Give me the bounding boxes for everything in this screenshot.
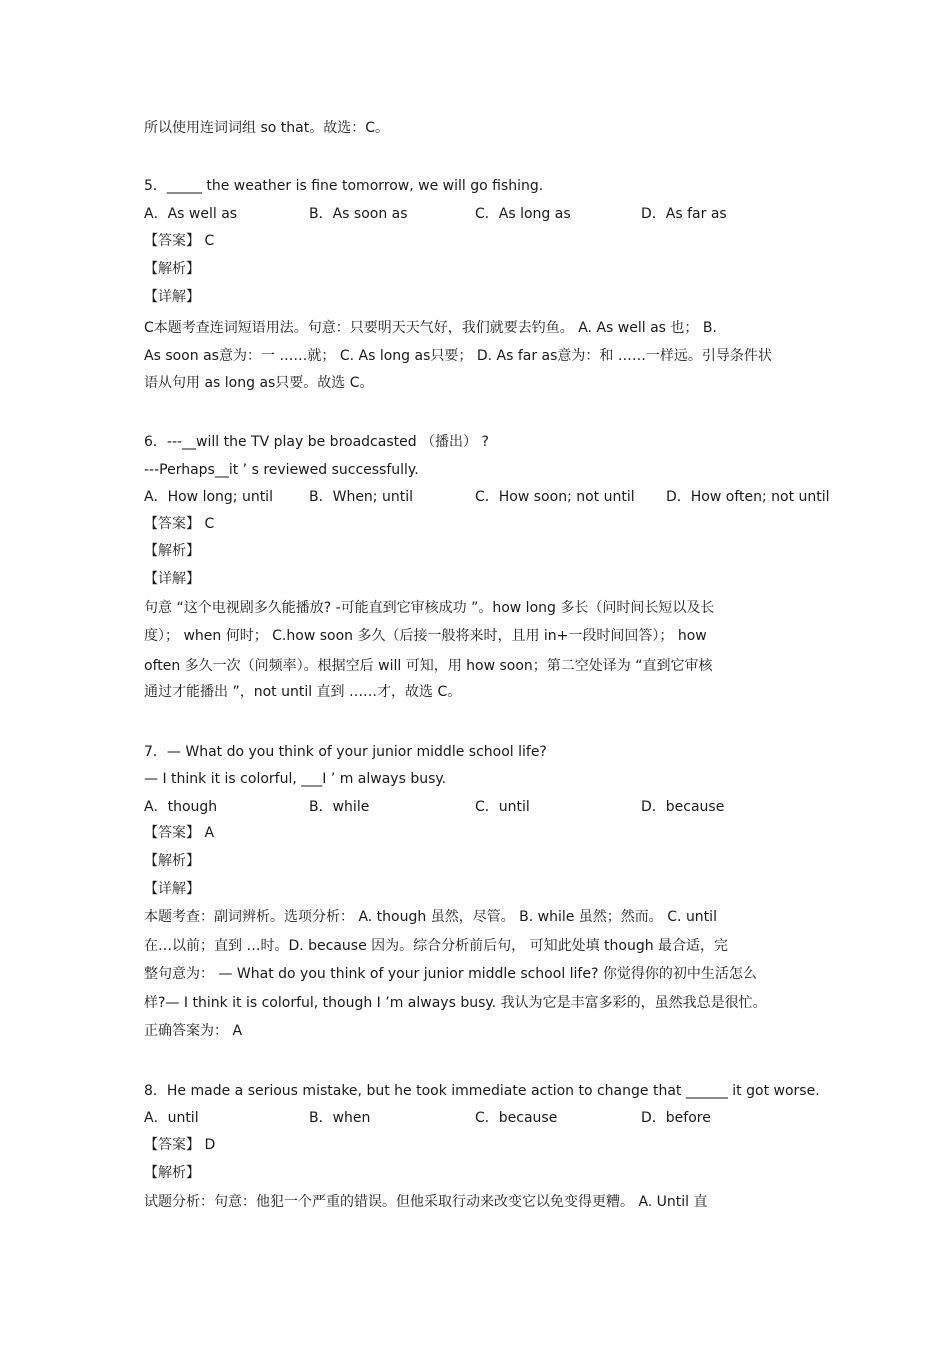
q7-detail-line: 在…以前；直到 …时。D. because 因为。综合分析前后句， 可知此处填 though 最合适，完	[144, 938, 729, 954]
q6-detail-line: 通过才能播出 ”，not until 直到 ……才，故选 C。	[144, 684, 462, 700]
q6-question: 6．---__will the TV play be broadcasted （播出） ?	[144, 434, 489, 450]
q8-answer: 【答案】 D	[144, 1137, 216, 1153]
q6-option-c: C．How soon; not until	[475, 489, 635, 505]
q6-analysis-label: 【解析】	[144, 543, 200, 559]
q7-detail-line: 样?— I think it is colorful, though I ’m always busy. 我认为它是丰富多彩的，虽然我总是很忙。	[144, 995, 767, 1011]
q8-option-a: A．until	[144, 1110, 199, 1126]
q6-detail-line: 句意 “这个电视剧多久能播放? -可能直到它审核成功 ”。how long 多长（问时间长短以及长	[144, 600, 715, 616]
q8-option-d: D．before	[641, 1110, 711, 1126]
q6-detail-line: often 多久一次（问频率）。根据空后 will 可知，用 how soon；第二空处译为 “直到它审核	[144, 658, 713, 674]
q7-option-a: A．though	[144, 799, 218, 815]
q5-analysis-label: 【解析】	[144, 261, 200, 277]
q8-options	[144, 1108, 824, 1128]
q6-question-line2: ---Perhaps__it ’ s reviewed successfully.	[144, 462, 419, 478]
q7-option-d: D．because	[641, 799, 725, 815]
q5-option-c: C．As long as	[475, 206, 571, 222]
q5-detail-line: 语从句用 as long as只要。故选 C。	[144, 375, 374, 391]
intro-text: 所以使用连词词组 so that。故选：C。	[144, 120, 389, 136]
q7-option-c: C．until	[475, 799, 530, 815]
q5-detail-line: C本题考查连词短语用法。句意：只要明天天气好，我们就要去钓鱼。 A. As well as 也； B.	[144, 320, 717, 336]
q8-question: 8．He made a serious mistake, but he took immediate action to change that ______ it got worse.	[144, 1083, 820, 1099]
q8-detail-line: 试题分析：句意：他犯一个严重的错误。但他采取行动来改变它以免变得更糟。 A. Until 直	[144, 1194, 708, 1210]
q5-option-b: B．As soon as	[309, 206, 408, 222]
q6-answer: 【答案】 C	[144, 516, 215, 532]
q6-option-d: D．How often; not until	[666, 489, 830, 505]
q7-detail-line: 正确答案为： A	[144, 1023, 243, 1039]
q6-option-a: A．How long; until	[144, 489, 273, 505]
q5-detail-label: 【详解】	[144, 289, 200, 305]
q7-option-b: B．while	[309, 799, 370, 815]
q7-detail-label: 【详解】	[144, 881, 200, 897]
q7-options	[144, 797, 824, 817]
q7-analysis-label: 【解析】	[144, 853, 200, 869]
q5-detail-line: As soon as意为：一 ……就； C. As long as只要； D. As far as意为：和 ……一样远。引导条件状	[144, 348, 772, 364]
q8-analysis-label: 【解析】	[144, 1165, 200, 1181]
q7-answer: 【答案】 A	[144, 825, 215, 841]
q5-option-a: A．As well as	[144, 206, 238, 222]
q6-options	[144, 487, 830, 507]
q8-option-b: B．when	[309, 1110, 371, 1126]
q7-question-line2: — I think it is colorful, ___I ’ m always busy.	[144, 771, 447, 787]
q5-question: 5．_____ the weather is fine tomorrow, we will go fishing.	[144, 178, 544, 194]
q7-detail-line: 整句意为： — What do you think of your junior middle school life? 你觉得你的初中生活怎么	[144, 966, 757, 982]
q5-options	[144, 204, 824, 224]
q8-option-c: C．because	[475, 1110, 558, 1126]
q5-answer: 【答案】 C	[144, 233, 215, 249]
q7-detail-line: 本题考查：副词辨析。选项分析： A. though 虽然，尽管。 B. while 虽然；然而。 C. until	[144, 909, 717, 925]
q5-option-d: D．As far as	[641, 206, 727, 222]
q6-detail-line: 度）； when 何时； C.how soon 多久（后接一般将来时，且用 in+一段时间回答）； how	[144, 628, 707, 644]
q6-detail-label: 【详解】	[144, 571, 200, 587]
q6-option-b: B．When; until	[309, 489, 413, 505]
q7-question: 7．— What do you think of your junior middle school life?	[144, 744, 547, 760]
